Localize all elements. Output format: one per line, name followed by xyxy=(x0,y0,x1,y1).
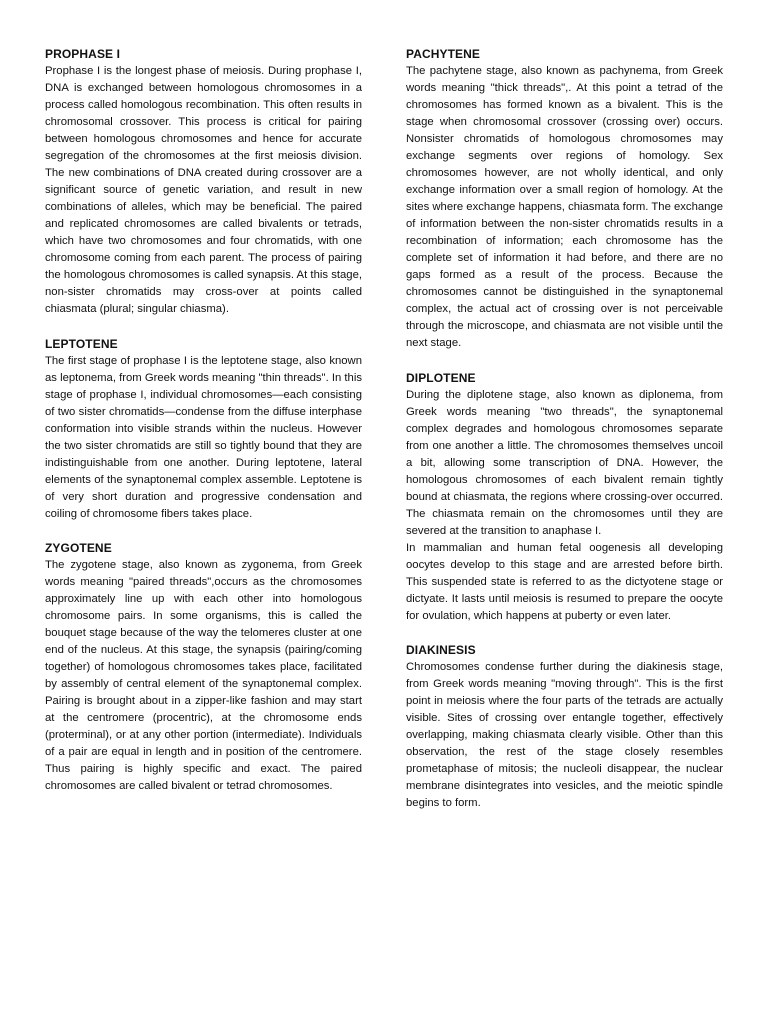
section-heading: PROPHASE I xyxy=(45,47,121,61)
section-heading: LEPTOTENE xyxy=(45,337,118,351)
section-paragraph-continued: In mammalian and human fetal oogenesis all developing oocytes develop to this stage and are arrested before birth. This suspended state is referred to as the dictyotene stage or dictyate. It lasts until meiosis is resumed to prepare the oocyte for ovulation, which happens at puberty or even later. xyxy=(406,542,723,622)
section-zygotene xyxy=(45,540,362,795)
section-paragraph: During the diplotene stage, also known as diplonema, from Greek words meaning "two threads", the synaptonemal complex degrades and homologous chromosomes separate from one another a little. The chromosomes themselves uncoil a bit, allowing some transcription of DNA. However, the homologous chromosomes of each bivalent remain tightly bound at chiasmata, the regions where crossing-over occurred. The chiasmata remain on the chromosomes until they are severed at the transition to anaphase I. xyxy=(406,389,723,537)
section-heading: DIPLOTENE xyxy=(406,371,476,385)
section-paragraph: The first stage of prophase I is the leptotene stage, also known as leptonema, from Greek words meaning "thin threads". In this stage of prophase I, individual chromosomes—each consisting of two sister chromatids—condense from the diffuse interphase conformation into visible strands within the nucleus. However the two sister chromatids are still so tightly bound that they are indistinguishable from one another. During leptotene, lateral elements of the synaptonemal complex assemble. Leptotene is of very short duration and progressive condensation and coiling of chromosome fibers takes place. xyxy=(45,355,362,520)
section-leptotene xyxy=(45,336,362,523)
section-paragraph: The zygotene stage, also known as zygonema, from Greek words meaning "paired threads",occurs as the chromosomes approximately line up with each other into homologous chromosome pairs. In some organisms, this is called the bouquet stage because of the way the telomeres cluster at one end of the nucleus. At this stage, the synapsis (pairing/coming together) of homologous chromosomes takes place, facilitated by assembly of central element of the synaptonemal complex. Pairing is brought about in a zipper-like fashion and may start at the centromere (procentric), at the chromosome ends (proterminal), or at any other portion (intermediate). Individuals of a pair are equal in length and in position of the centromere. Thus pairing is highly specific and exact. The paired chromosomes are called bivalent or tetrad chromosomes. xyxy=(45,559,362,792)
section-heading: DIAKINESIS xyxy=(406,643,476,657)
section-prophase-i xyxy=(45,46,362,318)
section-diakinesis xyxy=(406,642,723,812)
section-diplotene xyxy=(406,370,723,625)
section-paragraph: Chromosomes condense further during the diakinesis stage, from Greek words meaning "moving through". This is the first point in meiosis where the four parts of the tetrads are actually visible. Sites of crossing over entangle together, effectively overlapping, making chiasmata clearly visible. Other than this observation, the rest of the stage closely resembles prometaphase of mitosis; the nucleoli disappear, the nuclear membrane disintegrates into vesicles, and the meiotic spindle begins to form. xyxy=(406,661,723,809)
left-column xyxy=(45,46,362,812)
section-heading: PACHYTENE xyxy=(406,47,481,61)
section-heading: ZYGOTENE xyxy=(45,541,112,555)
section-pachytene xyxy=(406,46,723,352)
section-paragraph: The pachytene stage, also known as pachynema, from Greek words meaning "thick threads",. At this point a tetrad of the chromosomes has formed known as a bivalent. This is the stage when chromosomal crossover (crossing over) occurs. Nonsister chromatids of homologous chromosomes may exchange segments over regions of homology. Sex chromosomes however, are not wholly identical, and only exchange information over a small region of homology. At the sites where exchange happens, chiasmata form. The exchange of information between the non-sister chromatids results in a recombination of information; each chromosome has the complete set of information it had before, and there are no gaps formed as a result of the process. Because the chromosomes cannot be distinguished in the synaptonemal complex, the actual act of crossing over is not perceivable through the microscope, and chiasmata are not visible until the next stage. xyxy=(406,65,723,349)
right-column xyxy=(406,46,723,829)
section-paragraph: Prophase I is the longest phase of meiosis. During prophase I, DNA is exchanged between homologous chromosomes in a process called homologous recombination. This often results in chromosomal crossover. This process is critical for pairing between homologous chromosomes and hence for accurate segregation of the chromosomes at the first meiosis division. The new combinations of DNA created during crossover are a significant source of genetic variation, and result in new combinations of alleles, which may be beneficial. The paired and replicated chromosomes are called bivalents or tetrads, which have two chromosomes and four chromatids, with one chromosome coming from each parent. The process of pairing the homologous chromosomes is called synapsis. At this stage, non-sister chromatids may cross-over at points called chiasmata (plural; singular chiasma). xyxy=(45,65,362,315)
